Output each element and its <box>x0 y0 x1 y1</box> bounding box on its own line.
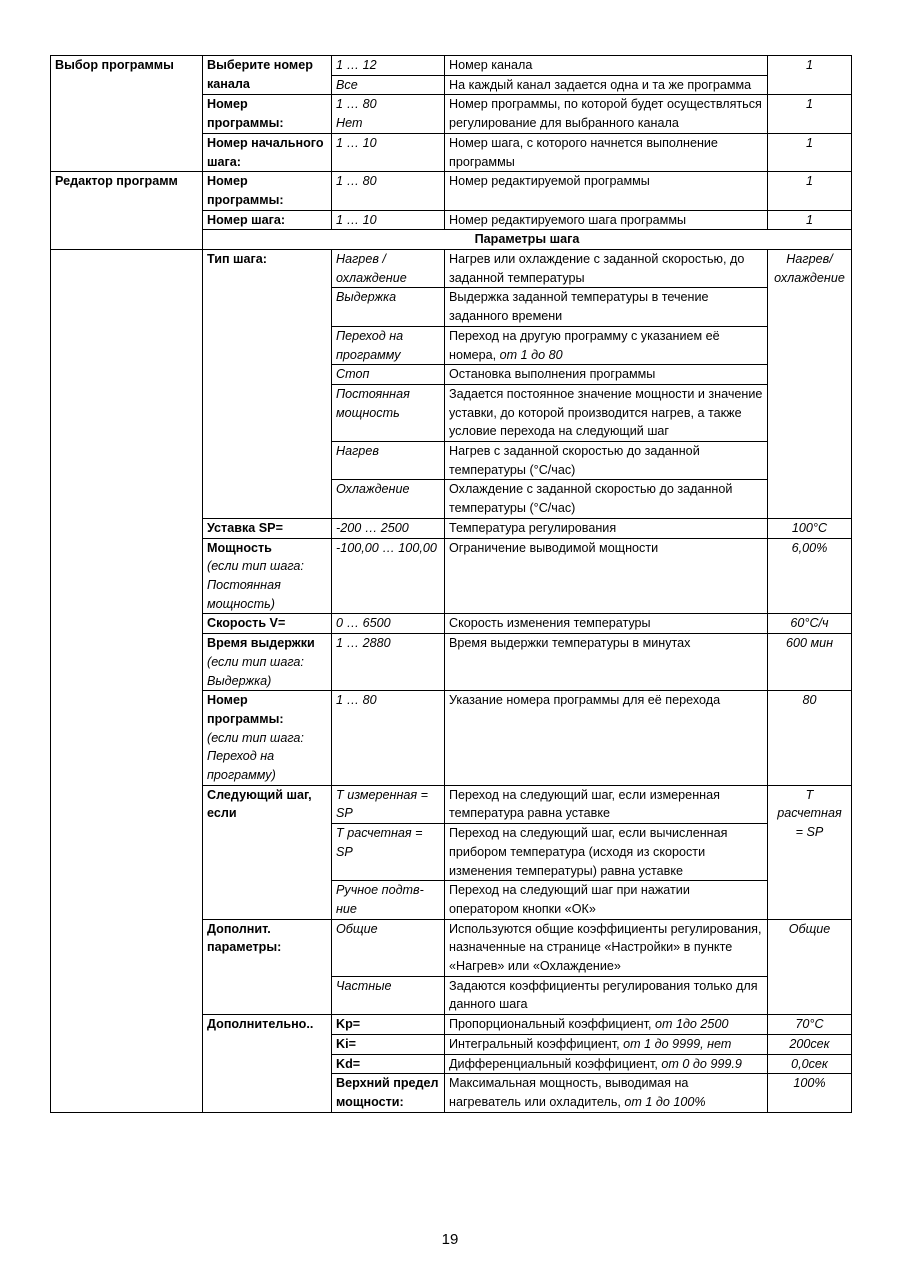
description: Скорость изменения температуры <box>445 614 768 634</box>
section-program-selection: Выбор программы <box>51 56 203 172</box>
option-description: Переход на следующий шаг, если измеренная температура равна уставке <box>445 785 768 823</box>
coef-description: Интегральный коэффициент, от 1 до 9999, нет <box>445 1034 768 1054</box>
option-name: Ручное подтв-ние <box>332 881 445 919</box>
param-step-type-label: Тип шага: <box>203 250 332 519</box>
param-speed-label: Скорость V= <box>203 614 332 634</box>
range-value: -100,00 … 100,00 <box>332 538 445 614</box>
default-value: 100°С <box>768 518 852 538</box>
default-value: 1 <box>768 95 852 133</box>
option-name: Постоянная мощность <box>332 384 445 441</box>
option-description: Остановка выполнения программы <box>445 365 768 385</box>
param-next-step-label: Следующий шаг, если <box>203 785 332 919</box>
param-start-step-label: Номер начального шага: <box>203 133 332 171</box>
default-value: 1 <box>768 133 852 171</box>
option-description: Используются общие коэффициенты регулирования, назначенные на странице «Настройки» в пункте «Нагрев» или «Охлаждение» <box>445 919 768 976</box>
option-name: Частные <box>332 976 445 1014</box>
coef-name: Kd= <box>332 1054 445 1074</box>
step-params-header: Параметры шага <box>203 230 852 250</box>
section-program-editor: Редактор программ <box>51 172 203 250</box>
default-value: 60°С/ч <box>768 614 852 634</box>
default-value: 70°С <box>768 1015 852 1035</box>
default-value: 1 <box>768 210 852 230</box>
range-value: 1 … 12 <box>332 56 445 76</box>
range-value: 1 … 80 <box>332 691 445 786</box>
default-value: T расчетная = SP <box>768 785 852 919</box>
option-name: T измеренная = SP <box>332 785 445 823</box>
table-row <box>51 56 852 76</box>
option-name: Стоп <box>332 365 445 385</box>
option-name: Нагрев <box>332 442 445 480</box>
coef-description: Максимальная мощность, выводимая на нагреватель или охладитель, от 1 до 100% <box>445 1074 768 1112</box>
param-extra-label: Дополнит. параметры: <box>203 919 332 1015</box>
option-name: Нагрев /охлаждение <box>332 250 445 288</box>
option-description: Переход на следующий шаг при нажатии оператором кнопки «ОК» <box>445 881 768 919</box>
param-setpoint-label: Уставка SP= <box>203 518 332 538</box>
option-name: Выдержка <box>332 288 445 326</box>
coef-name: Kp= <box>332 1015 445 1035</box>
description: Ограничение выводимой мощности <box>445 538 768 614</box>
default-value: 1 <box>768 172 852 210</box>
default-value: Нагрев/ охлаждение <box>768 250 852 519</box>
range-value: 0 … 6500 <box>332 614 445 634</box>
range-value: 1 … 10 <box>332 133 445 171</box>
option-description: Нагрев или охлаждение с заданной скоростью, до заданной температуры <box>445 250 768 288</box>
option-name: T расчетная = SP <box>332 824 445 881</box>
default-value: 600 мин <box>768 634 852 691</box>
parameters-table <box>50 55 852 1113</box>
option-description: Переход на следующий шаг, если вычисленная прибором температура (исходя из скорости изменения температуры) равна уставке <box>445 824 768 881</box>
option-description: Задается постоянное значение мощности и значение уставки, до которой производится нагрев, а также условие перехода на следующий шаг <box>445 384 768 441</box>
range-value: 1 … 10 <box>332 210 445 230</box>
default-value: 0,0сек <box>768 1054 852 1074</box>
param-program-label: Номер программы: <box>203 95 332 133</box>
param-jump-label: Номер программы: (если тип шага: Переход на программу) <box>203 691 332 786</box>
coef-name: Ki= <box>332 1034 445 1054</box>
option-description: Охлаждение с заданной скоростью до заданной температуры (°С/час) <box>445 480 768 518</box>
description: Номер редактируемой программы <box>445 172 768 210</box>
default-value: 6,00% <box>768 538 852 614</box>
option-description: Нагрев с заданной скоростью до заданной температуры (°С/час) <box>445 442 768 480</box>
param-additional-label: Дополнительно.. <box>203 1015 332 1113</box>
param-hold-label: Время выдержки (если тип шага: Выдержка) <box>203 634 332 691</box>
table-row <box>51 250 852 288</box>
param-edit-step-label: Номер шага: <box>203 210 332 230</box>
description: Номер канала <box>445 56 768 76</box>
page-number: 19 <box>441 1231 459 1248</box>
description: На каждый канал задается одна и та же программа <box>445 75 768 95</box>
description: Номер программы, по которой будет осуществляться регулирование для выбранного канала <box>445 95 768 133</box>
table-row <box>51 172 852 210</box>
option-name: Общие <box>332 919 445 976</box>
range-value: 1 … 80 Нет <box>332 95 445 133</box>
range-value: 1 … 80 <box>332 172 445 210</box>
description: Указание номера программы для её перехода <box>445 691 768 786</box>
default-value: 80 <box>768 691 852 786</box>
coef-description: Дифференциальный коэффициент, от 0 до 999.9 <box>445 1054 768 1074</box>
param-channel-label: Выберите номер канала <box>203 56 332 95</box>
range-value: 1 … 2880 <box>332 634 445 691</box>
default-value: 1 <box>768 56 852 95</box>
param-power-label: Мощность (если тип шага: Постоянная мощность) <box>203 538 332 614</box>
option-name: Охлаждение <box>332 480 445 518</box>
description: Номер шага, с которого начнется выполнение программы <box>445 133 768 171</box>
param-edit-program-label: Номер программы: <box>203 172 332 210</box>
range-value: Все <box>332 75 445 95</box>
description: Номер редактируемого шага программы <box>445 210 768 230</box>
coef-name: Верхний предел мощности: <box>332 1074 445 1112</box>
default-value: 200сек <box>768 1034 852 1054</box>
coef-description: Пропорциональный коэффициент, от 1до 2500 <box>445 1015 768 1035</box>
option-description: Переход на другую программу с указанием её номера, от 1 до 80 <box>445 326 768 364</box>
default-value: Общие <box>768 919 852 1015</box>
editor-spacer-column <box>51 250 203 1113</box>
option-name: Переход на программу <box>332 326 445 364</box>
description: Время выдержки температуры в минутах <box>445 634 768 691</box>
description: Температура регулирования <box>445 518 768 538</box>
range-value: -200 … 2500 <box>332 518 445 538</box>
option-description: Выдержка заданной температуры в течение заданного времени <box>445 288 768 326</box>
option-description: Задаются коэффициенты регулирования только для данного шага <box>445 976 768 1014</box>
default-value: 100% <box>768 1074 852 1112</box>
